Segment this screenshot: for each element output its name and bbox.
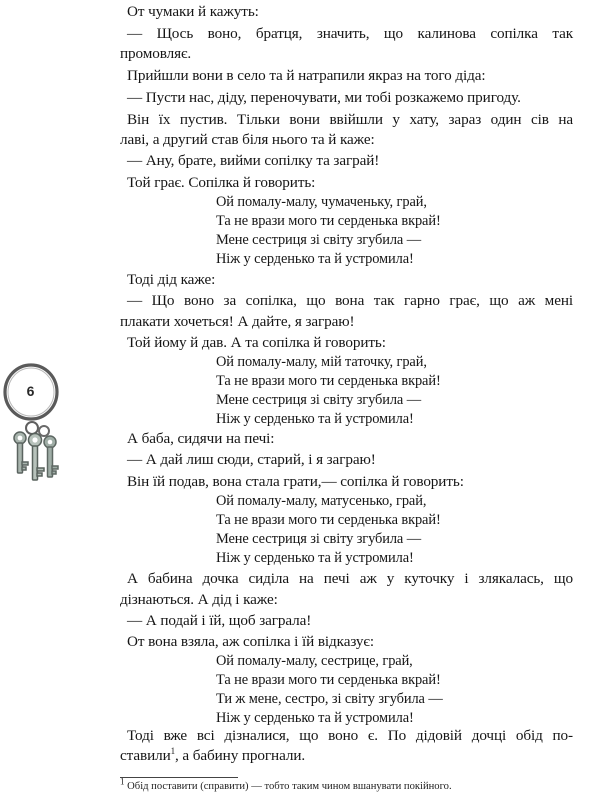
- line-text: — Пусти нас, діду, переночувати, ми тобі розкажемо пригоду.: [127, 89, 521, 106]
- verse-line: [216, 492, 426, 510]
- text-line: [127, 88, 521, 107]
- text-line: [120, 590, 278, 609]
- line-text: Мене сестриця зі світу згубила —: [216, 232, 421, 248]
- key-ring-icon: [0, 352, 80, 502]
- line-text: плакати хочеться! А дайте, я заграю!: [120, 313, 355, 330]
- verse-line: [216, 193, 427, 211]
- text-line: [120, 312, 354, 331]
- verse-line: [216, 212, 441, 230]
- line-text: Ой помалу-малу, матусенько, грай,: [216, 493, 427, 509]
- text-line: [127, 151, 379, 170]
- line-text: Прийшли вони в село та й натрапили якраз на того діда:: [127, 67, 486, 84]
- footnote-divider: [120, 777, 238, 778]
- line-text: Ніж у серденько та й устромила!: [216, 411, 414, 427]
- text-line: [127, 173, 315, 192]
- text-line: [127, 24, 573, 43]
- footnote-reference: 1: [170, 745, 176, 756]
- footnote: [120, 776, 452, 793]
- line-text: От чумаки й кажуть:: [127, 3, 259, 20]
- line-text: Він їй подав, вона стала грати,— сопілка й говорить:: [127, 473, 464, 490]
- verse-line: [216, 549, 414, 567]
- text-line: [127, 2, 259, 21]
- line-text: Та не врази мого ти серденька вкрай!: [216, 672, 441, 688]
- verse-line: [216, 250, 414, 268]
- line-text: Тоді вже всі дізналися, що воно є. По дідовій дочці обід по-: [127, 727, 573, 744]
- verse-line: [216, 530, 421, 548]
- line-text: Мене сестриця зі світу згубила —: [216, 392, 421, 408]
- line-text: Ти ж мене, сестро, зі світу згубила —: [216, 691, 443, 707]
- text-line: [120, 130, 375, 149]
- line-text: Мене сестриця зі світу згубила —: [216, 531, 421, 547]
- verse-line: [216, 410, 414, 428]
- line-text: Той грає. Сопілка й говорить:: [127, 174, 316, 191]
- line-text: — А подай і їй, щоб заграла!: [127, 612, 312, 629]
- text-line: [127, 110, 573, 129]
- line-text: — Щось воно, братця, значить, що калинова сопілка так: [127, 25, 573, 42]
- text-line: [127, 569, 573, 588]
- text-line: [127, 611, 311, 630]
- line-text: Та не врази мого ти серденька вкрай!: [216, 373, 441, 389]
- text-line: [120, 44, 191, 63]
- key-ring-illustration: [0, 352, 80, 502]
- line-text: дізнаються. А дід і каже:: [120, 591, 278, 608]
- line-text: Та не врази мого ти серденька вкрай!: [216, 213, 441, 229]
- line-text: Ой помалу-малу, чумаченьку, грай,: [216, 194, 427, 210]
- text-line: [120, 746, 305, 765]
- verse-line: [216, 671, 441, 689]
- text-line: [127, 66, 485, 85]
- line-text: Той йому й дав. А та сопілка й говорить:: [127, 334, 386, 351]
- text-line: [127, 291, 573, 310]
- line-text: А баба, сидячи на печі:: [127, 430, 275, 447]
- verse-line: [216, 391, 421, 409]
- page-number: 6: [26, 383, 35, 399]
- text-line: [127, 726, 573, 745]
- text-line: [127, 632, 374, 651]
- line-text: От вона взяла, аж сопілка і їй відказує:: [127, 633, 374, 650]
- line-text: лаві, а другий став біля нього та й каже:: [120, 131, 375, 148]
- line-text: ставили: [120, 747, 171, 764]
- line-text: Ніж у серденько та й устромила!: [216, 710, 414, 726]
- line-text: А бабина дочка сиділа на печі аж у куточку і злякалась, що: [127, 570, 573, 587]
- line-text: Ніж у серденько та й устромила!: [216, 550, 414, 566]
- footnote-text: Обід поставити (справити) — тобто таким чином вшанувати покійного.: [127, 781, 452, 792]
- line-text: Ніж у серденько та й устромила!: [216, 251, 414, 267]
- line-text: — А дай лиш сюди, старий, і я заграю!: [127, 451, 376, 468]
- footnote-marker: 1: [120, 776, 125, 787]
- text-line: [127, 472, 464, 491]
- verse-line: [216, 231, 421, 249]
- verse-line: [216, 690, 443, 708]
- verse-line: [216, 353, 427, 371]
- verse-line: [216, 511, 441, 529]
- line-text: Він їх пустив. Тільки вони ввійшли у хату, зараз один сів на: [127, 111, 573, 128]
- line-text: — Ану, брате, вийми сопілку та заграй!: [127, 152, 380, 169]
- verse-line: [216, 652, 413, 670]
- verse-line: [216, 372, 441, 390]
- text-line: [127, 270, 215, 289]
- text-line: [127, 450, 376, 469]
- line-text: Тоді дід каже:: [127, 271, 216, 288]
- verse-line: [216, 709, 414, 727]
- line-text: Ой помалу-малу, сестрице, грай,: [216, 653, 413, 669]
- line-text: — Що воно за сопілка, що вона так гарно грає, що аж мені: [127, 292, 573, 309]
- line-text-continued: , а бабину прогнали.: [175, 747, 306, 764]
- text-line: [127, 333, 386, 352]
- line-text: Та не врази мого ти серденька вкрай!: [216, 512, 441, 528]
- line-text: Ой помалу-малу, мій таточку, грай,: [216, 354, 427, 370]
- line-text: промовляє.: [120, 45, 192, 62]
- text-line: [127, 429, 274, 448]
